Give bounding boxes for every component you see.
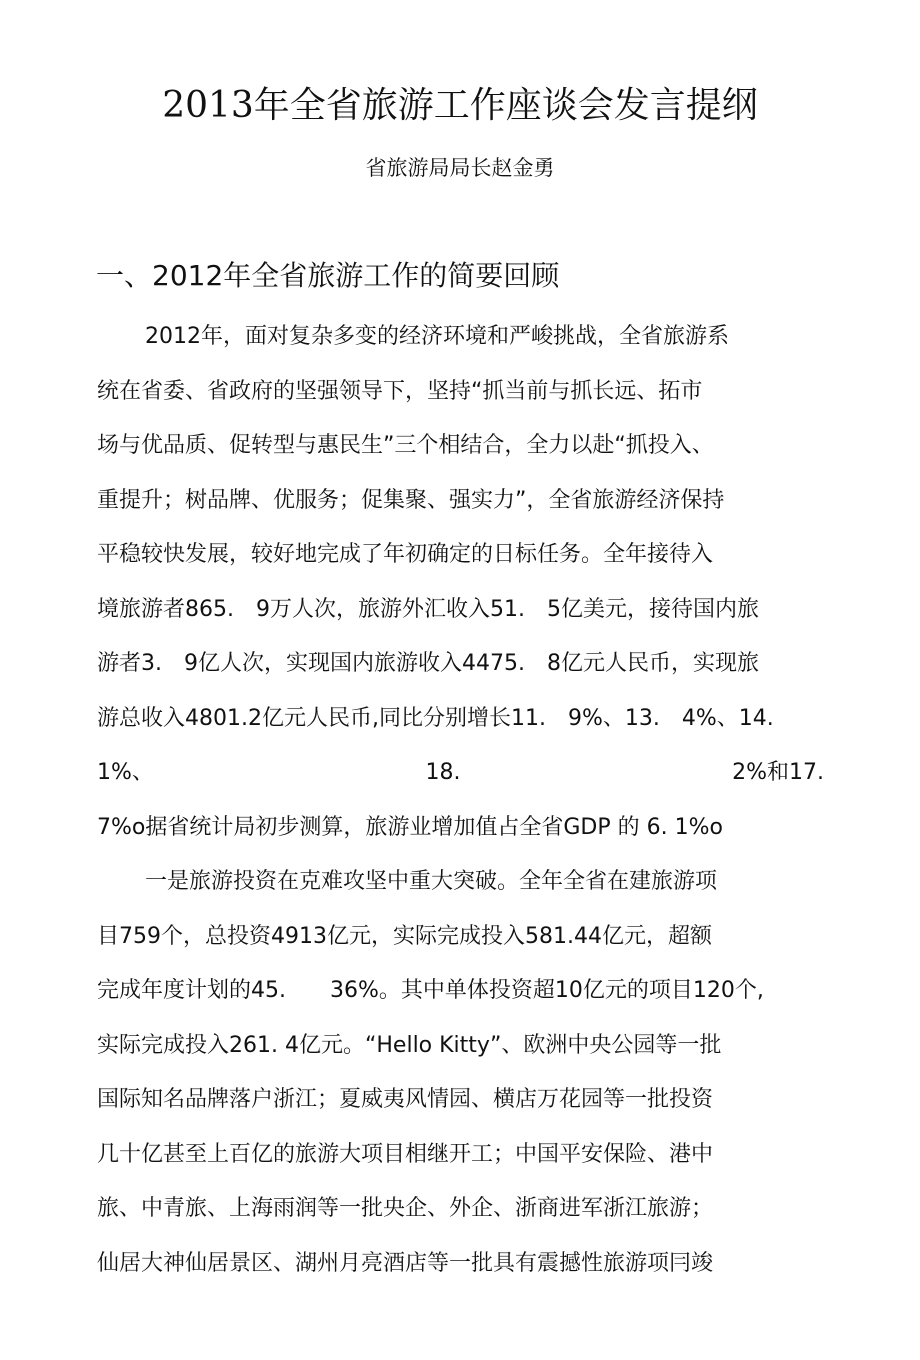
text-line: 游者3. 9亿人次，实现国内旅游收入4475. 8亿元人民币，实现旅 xyxy=(97,651,759,676)
text-line: 场与优品质、促转型与惠民生”三个相结合，全力以赴“抓投入、 xyxy=(97,433,714,458)
text-line: 旅、中青旅、上海雨润等一批央企、外企、浙商进军浙江旅游； xyxy=(97,1196,714,1221)
text-fragment: 1%、 xyxy=(97,760,154,785)
body-text xyxy=(97,310,827,1291)
text-fragment: 2%和17. xyxy=(732,760,824,785)
text-line: 境旅游者865. 9万人次，旅游外汇收入51. 5亿美元，接待国内旅 xyxy=(97,596,759,622)
text-line: 完成年度计划的45. 36%。其中单体投资超10亿元的项目120个, xyxy=(97,978,764,1003)
text-line: 7%o据省统计局初步测算，旅游业增加值占全省GDP 的 6. 1%o xyxy=(97,814,723,840)
document-title: 2013年全省旅游工作座谈会发言提纲 xyxy=(162,85,758,126)
text-line: 几十亿甚至上百亿的旅游大项目相继开工；中国平安保险、港中 xyxy=(97,1141,714,1167)
section-heading: 一、2012年全省旅游工作的简要回顾 xyxy=(96,259,560,292)
text-line: 平稳较快发展，较好地完成了年初确定的日标任务。全年接待入 xyxy=(97,542,714,567)
text-line-justified xyxy=(97,746,824,801)
text-line: 统在省委、省政府的坚强领导下，坚持“抓当前与抓长远、拓市 xyxy=(97,378,703,404)
text-line: 国际知名品牌落户浙江；夏威夷风情园、横店万花园等一批投资 xyxy=(97,1087,714,1112)
text-line: 一是旅游投资在克难攻坚中重大突破。全年全省在建旅游项 xyxy=(145,869,718,894)
text-line: 实际完成投入261. 4亿元。“Hello Kitty”、欧洲中央公园等一批 xyxy=(97,1032,722,1058)
text-line: 目759个，总投资4913亿元，实际完成投入581.44亿元，超额 xyxy=(97,923,712,949)
text-line: 游总收入4801.2亿元人民币,同比分别增长11. 9%、13. 4%、14. xyxy=(97,705,774,731)
text-line: 2012年，面对复杂多变的经济环境和严峻挑战，全省旅游系 xyxy=(145,324,729,349)
text-fragment: 18. xyxy=(425,760,461,785)
text-line: 重提升；树品牌、优服务；促集聚、强实力”，全省旅游经济保持 xyxy=(97,487,725,513)
text-line: 仙居大神仙居景区、湖州月亮酒店等一批具有震撼性旅游项冃竣 xyxy=(97,1250,714,1276)
author-line: 省旅游局局长赵金勇 xyxy=(365,156,555,180)
